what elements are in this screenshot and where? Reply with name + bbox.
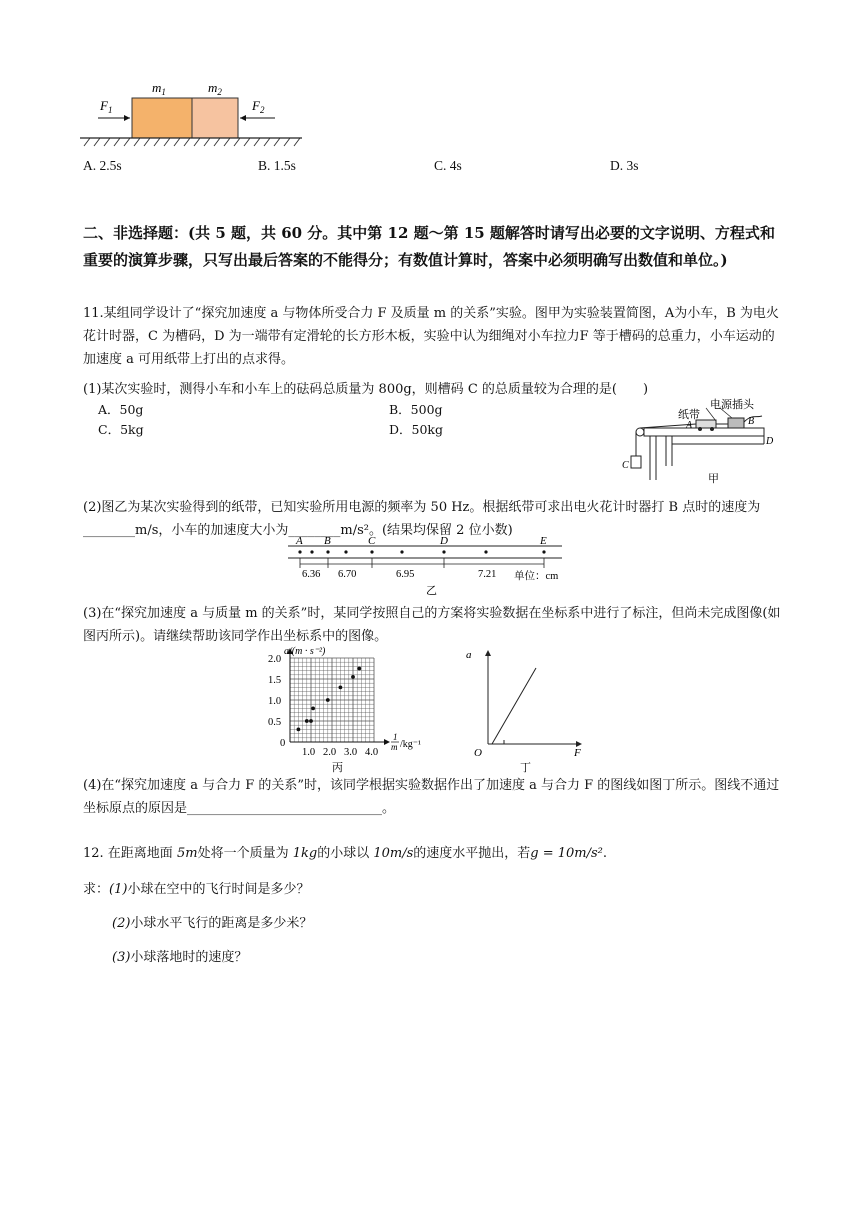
cart-a [696,420,716,428]
q11-part4: (4)在“探究加速度 a 与合力 F 的关系”时，该同学根据实验数据作出了加速度 a 与合力 F 的图线如图丁所示。图线不通过坐标原点的原因是______________________________。 [83,778,780,816]
gap-ab: 6.36 [302,569,321,580]
tape-unit: 单位：cm [514,571,559,582]
svg-text:F: F [574,747,581,759]
xtick-label: 3.0 [344,747,358,758]
q11-part1: (1)某次实验时，测得小车和小车上的砝码总质量为 800g，则槽码 C 的总质量较为合理的是( ) [83,382,649,397]
data-point [311,707,315,711]
block-m1 [132,98,192,138]
svg-text:B: B [748,416,755,427]
svg-text:甲: 甲 [708,473,719,485]
ytick-label: 1.0 [268,696,282,707]
data-point [305,719,309,723]
data-point [326,698,330,702]
tape-point-c: C [368,535,376,547]
q12-sub2: (2)小球水平飞行的距离是多少米？ [112,916,313,931]
caption-yi: 乙 [426,585,437,596]
choice-b: B. 1.5s [258,158,296,173]
choice-a: A. 2.5s [83,158,122,173]
chart-xfrac-den: m [391,742,398,752]
q11-option-c: C．5kg [98,422,144,437]
chart-ylabel: a/(m · s⁻²) [284,646,326,657]
q11-part3: (3)在“探究加速度 a 与质量 m 的关系”时，某同学按照自己的方案将实验数据在坐标系中进行了标注，但尚未完成图像(如图丙所示)。请继续帮助该同学作出坐标系中的图像。 [83,606,781,644]
section2-heading: 二、非选择题：(共 5 题，共 60 分。其中第 12 题～第 15 题解答时请写出必要的文字说明、方程式和重要的演算步骤，只写出最后答案的不能得分；有数值计算时，答案中必须明确写出数值和单位。) [83,224,775,269]
q11-option-a: A．50g [98,402,144,417]
svg-text:a: a [466,649,472,661]
chart-bing [262,644,442,774]
timer-b [728,418,744,428]
gap-cd: 6.95 [396,569,415,580]
ytick-label: 1.5 [268,675,282,686]
chart-xlabel: /kg⁻¹ [400,739,422,750]
svg-text:O: O [474,747,482,759]
svg-text:D: D [766,436,774,447]
q12-stem: 12. 在距离地面 5m处将一个质量为 1kg的小球以 10m/s的速度水平抛出，若g = 10m/s². [83,846,608,861]
tape-point-e: E [540,535,547,547]
choice-c: C. 4s [434,158,462,173]
svg-text:纸带: 纸带 [678,409,700,421]
ytick-label: 0 [280,738,286,749]
xtick-label: 1.0 [302,747,316,758]
svg-text:A: A [686,420,693,431]
apparatus-figure-jia [620,394,780,486]
chart-xfrac-num: 1 [393,732,398,742]
q12-sub1: 求：(1)小球在空中的飞行时间是多少？ [83,882,310,897]
data-point [351,675,355,679]
xtick-label: 2.0 [323,747,337,758]
label-m1: $m_1$ [152,80,166,97]
gap-bc: 6.70 [338,569,357,580]
xtick-label: 4.0 [365,747,379,758]
data-point [357,667,361,671]
block-m2 [192,98,238,138]
tape-point-d: D [440,535,448,547]
gap-de: 7.21 [478,569,497,580]
caption-ding: 丁 [520,762,531,774]
ding-line [492,668,536,744]
tape-point-b: B [324,535,331,547]
ytick-label: 0.5 [268,717,282,728]
label-f2: $F_2$ [252,98,265,115]
label-f1: $F_1$ [100,98,113,115]
tape-figure-yi [286,534,576,596]
choice-d: D. 3s [610,158,639,173]
data-point [297,728,301,732]
blocks-figure [80,78,310,150]
caption-bing: 丙 [332,762,343,774]
data-point [339,686,343,690]
svg-text:C: C [622,460,629,471]
q12-sub3: (3)小球落地时的速度？ [112,950,248,965]
tape-point-a: A [296,535,303,547]
q11-option-d: D．50kg [389,422,444,437]
figure-ding [460,644,590,774]
q11-intro: 11.某组同学设计了“探究加速度 a 与物体所受合力 F 及质量 m 的关系”实验。图甲为实验装置简图，A为小车，B 为电火花计时器，C 为槽码，D 为一端带有定滑轮的长方形木板，实验中认为细绳对小车拉力F 等于槽码的总重力，小车运动的加速度 a 可用纸带上打出的点求得。 [83,306,779,367]
data-point [309,719,313,723]
svg-text:电源插头: 电源插头 [710,399,754,411]
q11-part2: (2)图乙为某次实验得到的纸带，已知实验所用电源的频率为 50 Hz。根据纸带可求出电火花计时器打 B 点时的速度为________m/s，小车的加速度大小为________m/s²。(结果均保留 2 位小数) [83,500,761,538]
ytick-label: 2.0 [268,654,282,665]
q11-option-b: B．500g [389,402,443,417]
label-m2: $m_2$ [208,80,222,97]
